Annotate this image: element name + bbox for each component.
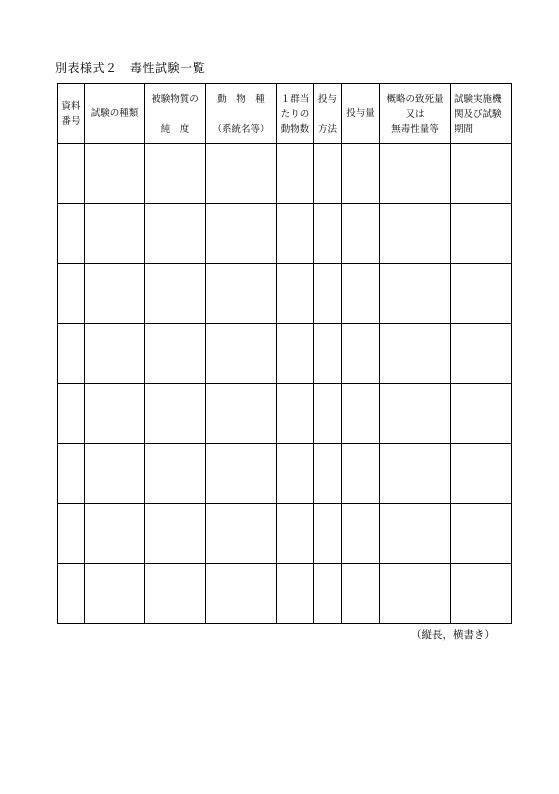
table-cell-species [206,324,277,384]
table-cell-dose [342,504,380,564]
table-cell-species [206,504,277,564]
table-cell-animals [277,504,314,564]
table-cell-route [314,324,342,384]
table-row [58,204,512,264]
table-cell-test_type [85,504,145,564]
table-body [58,144,512,624]
table-cell-purity [145,264,206,324]
header-row [58,84,512,144]
table-cell-purity [145,504,206,564]
table-cell-doc_no [58,504,85,564]
table-cell-doc_no [58,324,85,384]
header-animals: １群当 たりの 動物数 [277,84,314,144]
table-cell-doc_no [58,384,85,444]
table-cell-test_type [85,444,145,504]
table-cell-species [206,384,277,444]
table-cell-doc_no [58,264,85,324]
table-cell-route [314,444,342,504]
table-cell-purity [145,324,206,384]
table-cell-animals [277,384,314,444]
table-cell-test_type [85,204,145,264]
table-cell-test_type [85,324,145,384]
table-cell-animals [277,144,314,204]
table-row [58,504,512,564]
table-cell-lethal [380,504,451,564]
header-route: 投与 方法 [314,84,342,144]
header-doc-no: 資料 番号 [58,84,85,144]
table-row [58,444,512,504]
table-row [58,564,512,624]
table-cell-animals [277,264,314,324]
table-cell-test_type [85,264,145,324]
table-cell-route [314,384,342,444]
header-species: 動 物 種 （系統名等） [206,84,277,144]
table-cell-facility [451,204,512,264]
table-cell-dose [342,444,380,504]
table-cell-route [314,204,342,264]
table-row [58,144,512,204]
table-cell-route [314,564,342,624]
header-facility: 試験実施機 関及び試験 期間 [451,84,512,144]
table-cell-purity [145,204,206,264]
table-cell-doc_no [58,444,85,504]
table-cell-test_type [85,384,145,444]
table-cell-dose [342,264,380,324]
table-cell-facility [451,444,512,504]
table-cell-lethal [380,204,451,264]
table-cell-purity [145,564,206,624]
table-cell-species [206,144,277,204]
table-cell-species [206,204,277,264]
table-cell-doc_no [58,144,85,204]
table-cell-facility [451,144,512,204]
table-cell-route [314,264,342,324]
table-row [58,264,512,324]
table-cell-test_type [85,564,145,624]
table-cell-animals [277,444,314,504]
toxicity-test-table [57,83,512,624]
table-cell-dose [342,204,380,264]
table-cell-facility [451,384,512,444]
table-cell-species [206,444,277,504]
page-title: 別表様式２ 毒性試験一覧 [55,61,206,75]
footnote: （縦長，横書き） [411,629,495,641]
header-dose: 投与量 [342,84,380,144]
table-cell-lethal [380,564,451,624]
table-cell-dose [342,564,380,624]
table-cell-purity [145,144,206,204]
table-cell-doc_no [58,564,85,624]
table-cell-facility [451,324,512,384]
table-cell-route [314,504,342,564]
table-cell-lethal [380,444,451,504]
table-cell-purity [145,384,206,444]
table-cell-facility [451,564,512,624]
table-cell-species [206,564,277,624]
table-cell-test_type [85,144,145,204]
table-cell-facility [451,504,512,564]
table-row [58,384,512,444]
table-cell-dose [342,324,380,384]
table-cell-facility [451,264,512,324]
table-cell-animals [277,324,314,384]
table-cell-animals [277,564,314,624]
header-purity: 被験物質の 純 度 [145,84,206,144]
table-cell-lethal [380,264,451,324]
table-cell-doc_no [58,204,85,264]
table-cell-species [206,264,277,324]
table-cell-lethal [380,144,451,204]
table-cell-dose [342,384,380,444]
header-lethal-dose: 概略の致死量 又は 無毒性量等 [380,84,451,144]
table-cell-route [314,144,342,204]
table-cell-purity [145,444,206,504]
table-cell-animals [277,204,314,264]
table-cell-dose [342,144,380,204]
table-cell-lethal [380,324,451,384]
header-test-type: 試験の種類 [85,84,145,144]
table-cell-lethal [380,384,451,444]
table-row [58,324,512,384]
